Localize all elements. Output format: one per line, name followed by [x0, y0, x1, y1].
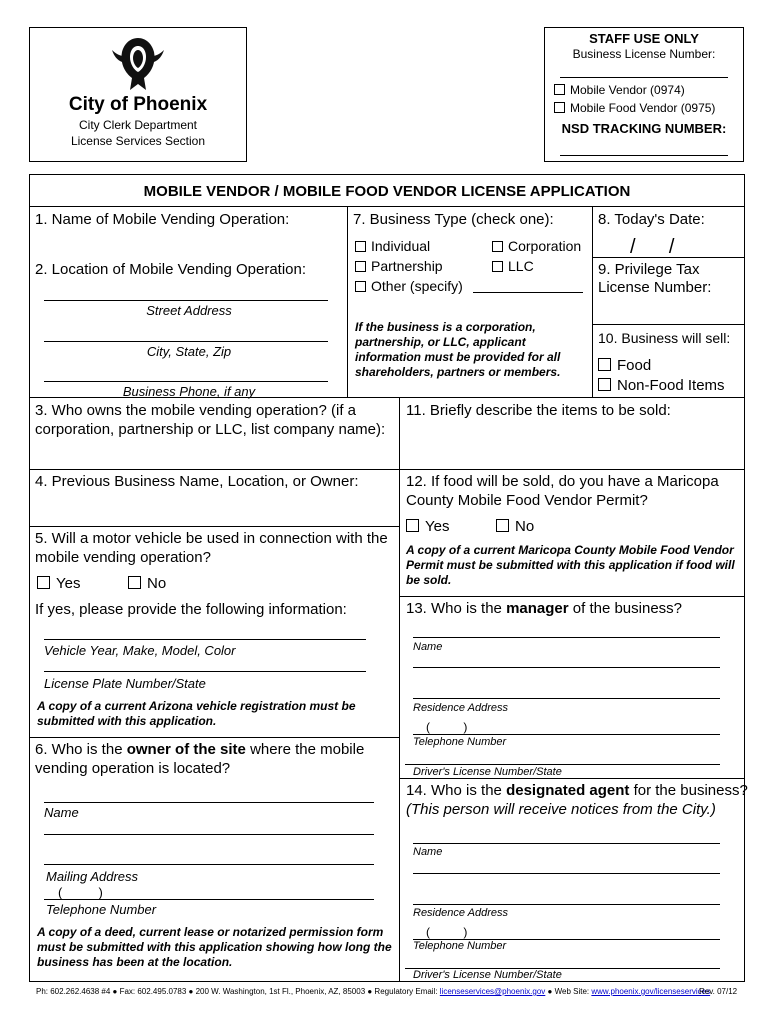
individual-option[interactable]: Individual — [355, 238, 430, 255]
plate-label: License Plate Number/State — [44, 676, 206, 691]
site-owner-phone-line[interactable] — [44, 899, 374, 900]
manager-license-line[interactable] — [405, 764, 720, 765]
q2-label: 2. Location of Mobile Vending Operation: — [35, 261, 307, 278]
q7-label: 7. Business Type (check one): — [353, 211, 554, 228]
phone-line[interactable] — [44, 381, 328, 382]
q12-yes-option[interactable]: Yes — [406, 517, 449, 536]
divider — [29, 397, 745, 398]
nsd-tracking-label: NSD TRACKING NUMBER: — [561, 121, 727, 136]
manager-residence-label: Residence Address — [413, 702, 508, 714]
q5-info-label: If yes, please provide the following information: — [35, 601, 347, 618]
checkbox[interactable] — [37, 576, 50, 589]
footer-contact: Ph: 602.262.4638 #4 ● Fax: 602.495.0783 ● 200 W. Washington, 1st Fl., Phoenix, AZ, 85003 ● Regulatory Email: — [36, 987, 438, 996]
license-number-label: Business License Number: — [572, 47, 716, 61]
vehicle-line[interactable] — [44, 639, 366, 640]
q4-label: 4. Previous Business Name, Location, or Owner: — [35, 473, 359, 490]
q12-label: 12. If food will be sold, do you have a Maricopa County Mobile Food Vendor Permit? — [406, 473, 719, 509]
form-title: MOBILE VENDOR / MOBILE FOOD VENDOR LICENSE APPLICATION — [143, 183, 631, 200]
footer — [36, 987, 710, 997]
divider — [592, 324, 745, 325]
manager-residence-line[interactable] — [413, 698, 720, 699]
divider — [592, 206, 593, 397]
staff-use-title: STAFF USE ONLY — [589, 31, 699, 46]
q11-label: 11. Briefly describe the items to be sold: — [406, 402, 671, 419]
checkbox[interactable] — [355, 241, 366, 252]
checkbox[interactable] — [554, 102, 565, 113]
phone-label: Business Phone, if any — [122, 384, 256, 399]
mobile-vendor-option[interactable]: Mobile Vendor (0974) — [554, 83, 685, 98]
divider — [29, 469, 745, 470]
divider — [399, 596, 745, 597]
q9-label: 9. Privilege Tax — [598, 261, 700, 278]
divider — [29, 737, 399, 738]
phoenix-bird-icon — [108, 32, 168, 94]
food-option[interactable]: Food — [598, 356, 651, 375]
agent-phone-label: Telephone Number — [413, 940, 507, 952]
agent-residence-line[interactable] — [413, 904, 720, 905]
manager-phone-label: Telephone Number — [413, 736, 507, 748]
email-link[interactable]: licenseservices@phoenix.gov — [439, 987, 546, 996]
site-owner-name-label: Name — [44, 805, 79, 820]
other-option[interactable]: Other (specify) — [355, 278, 463, 295]
checkbox[interactable] — [492, 261, 503, 272]
q5-note: A copy of a current Arizona vehicle registration must be submitted with this application. — [37, 699, 356, 728]
checkbox[interactable] — [554, 84, 565, 95]
checkbox[interactable] — [355, 261, 366, 272]
q5-label: 5. Will a motor vehicle be used in connection with the mobile vending operation? — [35, 530, 388, 566]
checkbox[interactable] — [355, 281, 366, 292]
partnership-option[interactable]: Partnership — [355, 258, 443, 275]
checkbox[interactable] — [598, 378, 611, 391]
divider — [399, 397, 400, 982]
q3-field[interactable] — [35, 440, 390, 465]
department-label: City Clerk Department — [78, 118, 198, 132]
logo-text: City of Phoenix — [68, 94, 208, 115]
street-label: Street Address — [146, 303, 232, 318]
agent-name-line-2[interactable] — [413, 873, 720, 874]
street-line[interactable] — [44, 300, 328, 301]
corporation-option[interactable]: Corporation — [492, 238, 581, 255]
manager-phone-paren: ( ) — [426, 720, 468, 734]
manager-name-line[interactable] — [413, 637, 720, 638]
manager-phone-line[interactable] — [413, 734, 720, 735]
agent-phone-paren: ( ) — [426, 925, 468, 939]
city-line[interactable] — [44, 341, 328, 342]
nsd-tracking-line[interactable] — [560, 155, 728, 156]
q9-label-2: License Number: — [598, 279, 712, 296]
q8-label: 8. Today's Date: — [598, 211, 705, 228]
license-number-line[interactable] — [560, 77, 728, 78]
q4-field[interactable] — [35, 494, 390, 524]
q1-field[interactable] — [35, 230, 340, 252]
city-label: City, State, Zip — [146, 344, 232, 359]
mobile-food-vendor-option[interactable]: Mobile Food Vendor (0975) — [554, 101, 715, 116]
plate-line[interactable] — [44, 671, 366, 672]
manager-license-label: Driver's License Number/State — [413, 766, 562, 778]
q3-label: 3. Who owns the mobile vending operation? (if a corporation, partnership or LLC, list company name): — [35, 402, 386, 438]
checkbox[interactable] — [492, 241, 503, 252]
q12-note: A copy of a current Maricopa County Mobile Food Vendor Permit must be submitted with this application if food will be sold. — [406, 543, 735, 587]
q14-label: 14. Who is the designated agent for the business? — [406, 782, 748, 799]
corporation-note: If the business is a corporation, partnership, or LLC, applicant information must be provided for all shareholders, partners or members. — [355, 320, 561, 379]
q6-label: 6. Who is the owner of the site where the mobile vending operation is located? — [35, 741, 365, 777]
site-owner-mailing-line[interactable] — [44, 864, 374, 865]
site-owner-name-line-2[interactable] — [44, 834, 374, 835]
q1-label: 1. Name of Mobile Vending Operation: — [35, 211, 290, 228]
revision-label: Rev. 07/12 — [699, 987, 738, 996]
q5-yes-option[interactable]: Yes — [37, 574, 80, 593]
checkbox[interactable] — [406, 519, 419, 532]
agent-name-label: Name — [413, 846, 443, 858]
divider — [29, 526, 399, 527]
section-label: License Services Section — [70, 134, 206, 148]
q6-note: A copy of a deed, current lease or notarized permission form must be submitted with this application showing how long the business has been at the location. — [37, 925, 392, 969]
vehicle-label: Vehicle Year, Make, Model, Color — [44, 643, 236, 658]
q10-label: 10. Business will sell: — [598, 330, 731, 346]
divider — [347, 206, 348, 397]
manager-name-line-2[interactable] — [413, 667, 720, 668]
agent-name-line[interactable] — [413, 843, 720, 844]
site-owner-name-line[interactable] — [44, 802, 374, 803]
q5-no-option[interactable]: No — [128, 574, 166, 593]
other-specify-line[interactable] — [473, 292, 583, 293]
footer-web-label: ● Web Site: — [547, 987, 590, 996]
site-owner-phone-label: Telephone Number — [46, 902, 157, 917]
agent-residence-label: Residence Address — [413, 907, 508, 919]
manager-name-label: Name — [413, 641, 443, 653]
agent-license-label: Driver's License Number/State — [413, 969, 562, 981]
q12-no-option[interactable]: No — [496, 517, 534, 536]
q13-label: 13. Who is the manager of the business? — [406, 600, 683, 617]
site-owner-mailing-label: Mailing Address — [46, 869, 139, 884]
divider — [399, 778, 745, 779]
nonfood-option[interactable]: Non-Food Items — [598, 376, 725, 395]
checkbox[interactable] — [598, 358, 611, 371]
divider — [29, 206, 745, 207]
website-link[interactable]: www.phoenix.gov/licenseservices — [591, 987, 711, 996]
q14-note: (This person will receive notices from the City.) — [406, 801, 716, 818]
checkbox[interactable] — [496, 519, 509, 532]
site-owner-phone-paren: ( ) — [58, 885, 103, 900]
checkbox[interactable] — [128, 576, 141, 589]
q11-field[interactable] — [406, 422, 736, 467]
llc-option[interactable]: LLC — [492, 258, 534, 275]
date-field[interactable]: / / — [630, 236, 675, 258]
